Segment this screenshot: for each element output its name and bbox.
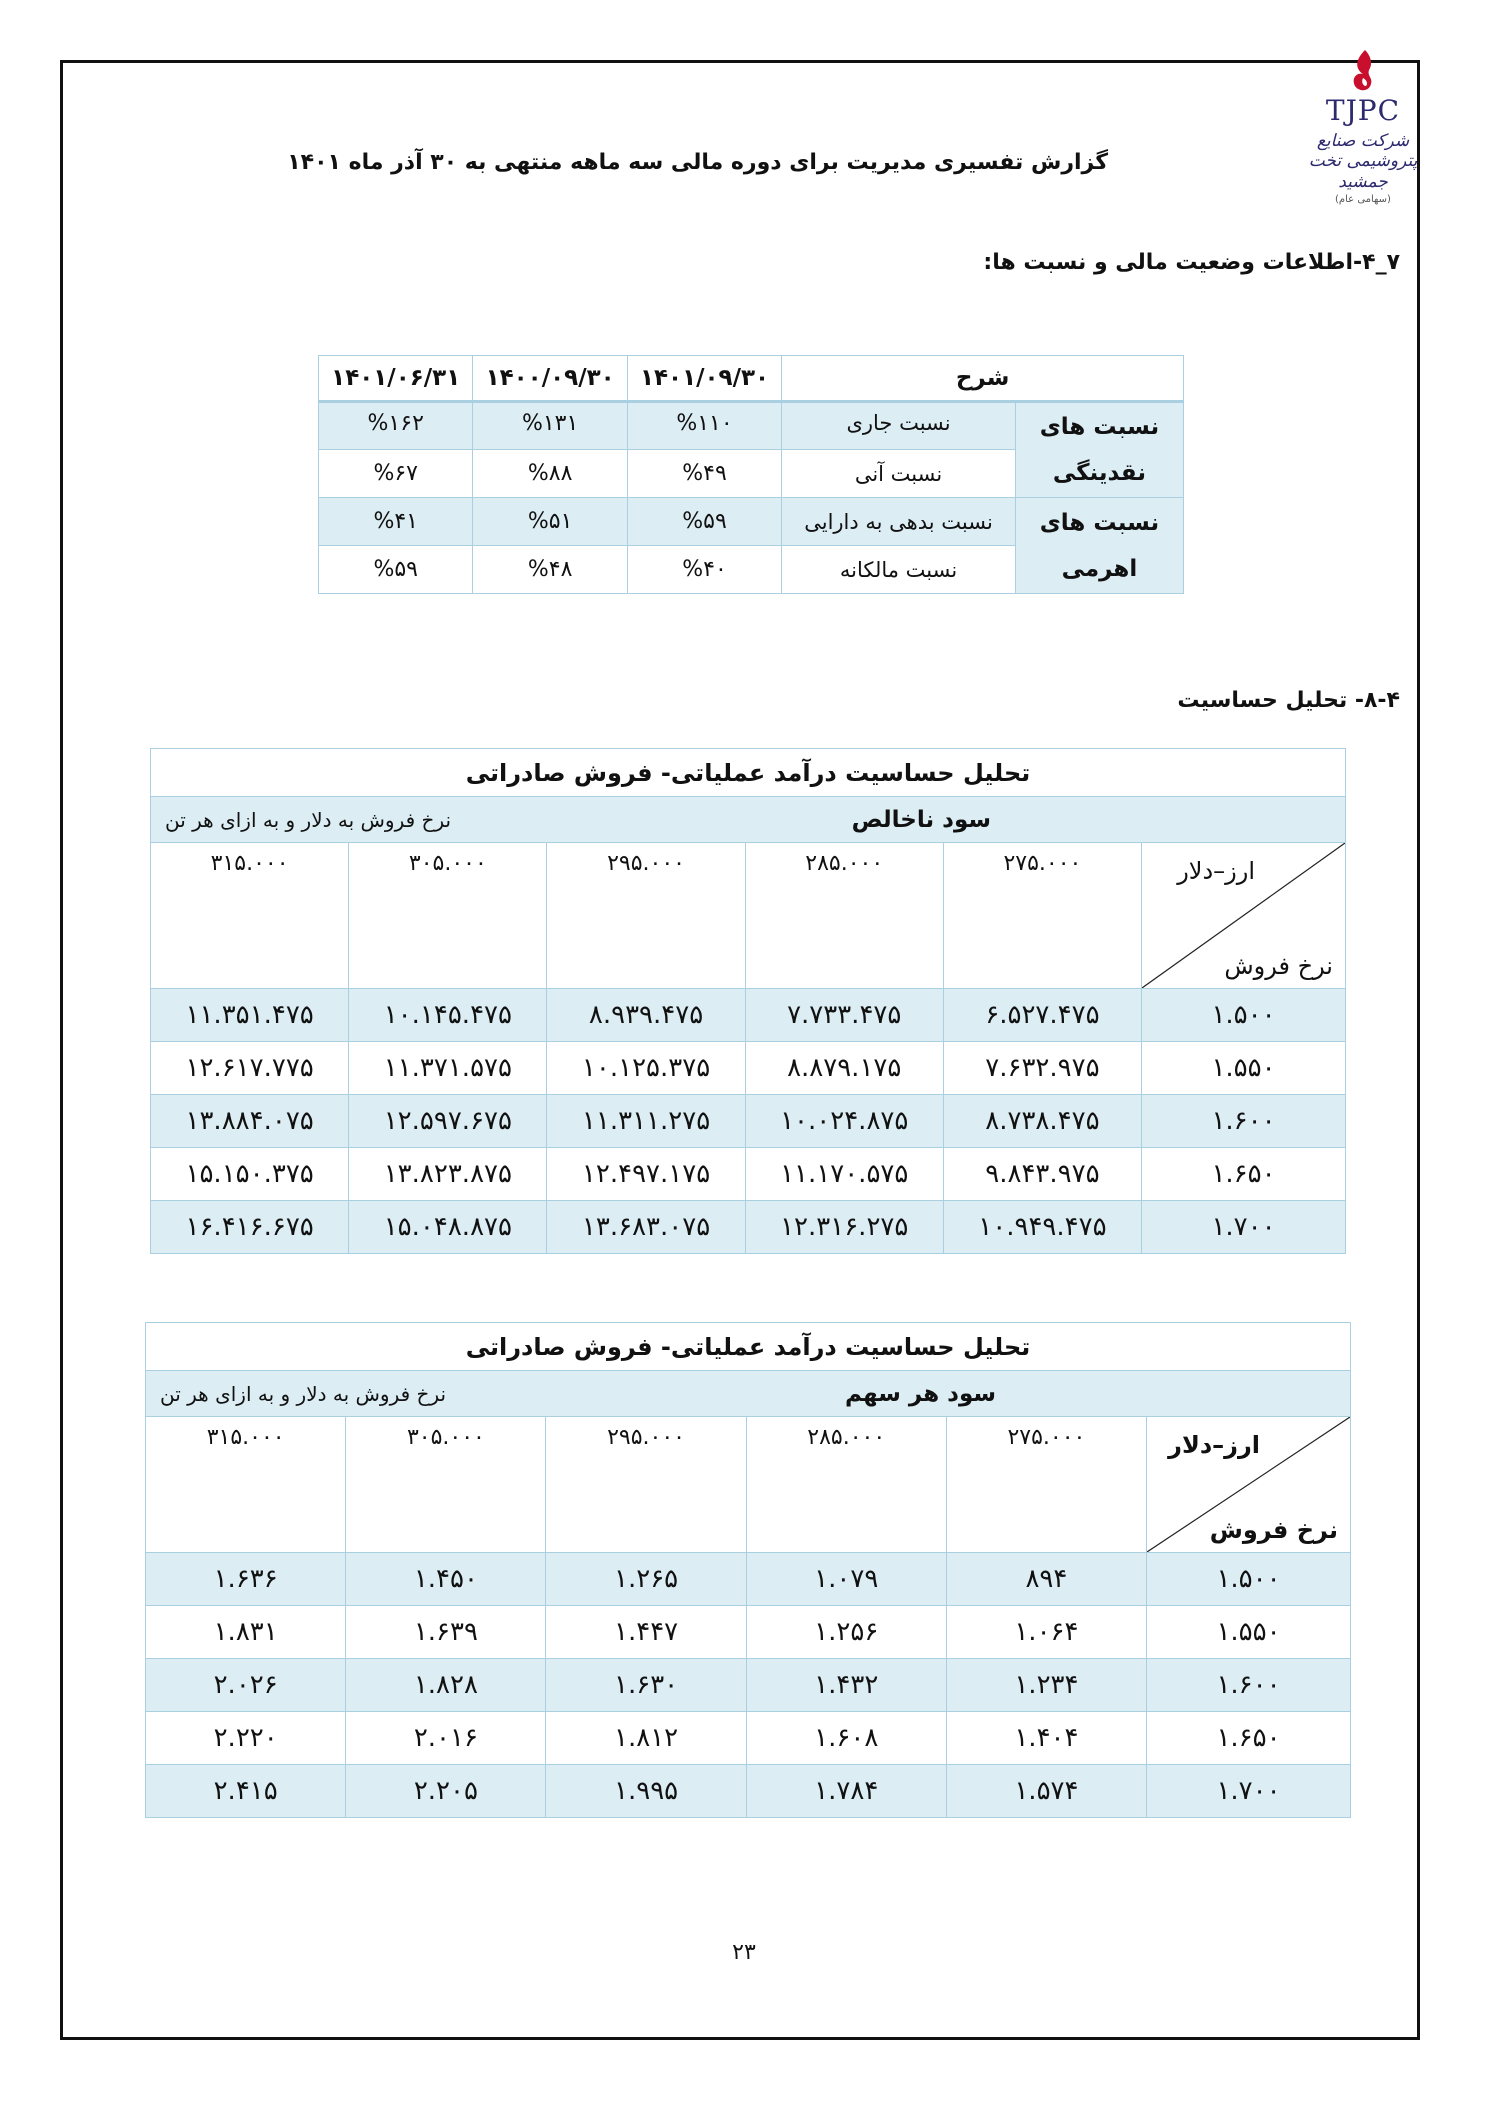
ratio-value: %۴۰ [627, 546, 781, 594]
value-cell: ۱۳.۸۲۳.۸۷۵ [349, 1148, 547, 1201]
fx-rate-cell: ۱.۶۰۰ [1147, 1659, 1351, 1712]
value-cell: ۱۲.۶۱۷.۷۷۵ [151, 1042, 349, 1095]
fx-rate-cell: ۱.۶۵۰ [1142, 1148, 1346, 1201]
value-cell: ۲.۲۰۵ [346, 1765, 546, 1818]
fx-rate-cell: ۱.۵۰۰ [1142, 989, 1346, 1042]
value-cell: ۹.۸۴۳.۹۷۵ [943, 1148, 1141, 1201]
fx-rate-cell: ۱.۵۵۰ [1147, 1606, 1351, 1659]
corner-label-currency: ارز–دلار [1177, 857, 1255, 885]
value-cell: ۱.۴۴۷ [546, 1606, 746, 1659]
value-cell: ۱.۲۶۵ [546, 1553, 746, 1606]
col-header-date-1: ۱۴۰۱/۰۹/۳۰ [627, 356, 781, 402]
value-cell: ۱.۷۸۴ [746, 1765, 946, 1818]
logo-subtitle-2: (سهامی عام) [1335, 194, 1391, 206]
ratio-value: %۸۸ [473, 450, 627, 498]
value-cell: ۲.۴۱۵ [146, 1765, 346, 1818]
corner-label-rate: نرخ فروش [1209, 1516, 1338, 1544]
ratio-value: %۱۳۱ [473, 402, 627, 450]
ratio-value: %۵۱ [473, 498, 627, 546]
table-row [146, 1765, 1351, 1818]
value-cell: ۷.۶۳۲.۹۷۵ [943, 1042, 1141, 1095]
table-subheader [146, 1371, 1351, 1417]
value-cell: ۸.۸۷۹.۱۷۵ [745, 1042, 943, 1095]
metric-label: سود هر سهم [845, 1380, 996, 1407]
ratio-value: %۵۹ [319, 546, 473, 594]
value-cell: ۱.۶۳۶ [146, 1553, 346, 1606]
col-header-date-2: ۱۴۰۰/۰۹/۳۰ [473, 356, 627, 402]
unit-note: نرخ فروش به دلار و به ازای هر تن [160, 1381, 447, 1406]
price-column-header: ۳۱۵.۰۰۰ [151, 843, 349, 989]
value-cell: ۱۰.۹۴۹.۴۷۵ [943, 1201, 1141, 1254]
value-cell: ۱۱.۱۷۰.۵۷۵ [745, 1148, 943, 1201]
ratios-table [318, 355, 1184, 594]
value-cell: ۲.۰۱۶ [346, 1712, 546, 1765]
ratio-desc: نسبت مالکانه [782, 546, 1016, 594]
price-column-header: ۳۰۵.۰۰۰ [346, 1417, 546, 1553]
value-cell: ۱۱.۳۷۱.۵۷۵ [349, 1042, 547, 1095]
fx-rate-cell: ۱.۵۰۰ [1147, 1553, 1351, 1606]
price-column-header: ۲۹۵.۰۰۰ [547, 843, 745, 989]
ratio-value: %۶۷ [319, 450, 473, 498]
value-cell: ۶.۵۲۷.۴۷۵ [943, 989, 1141, 1042]
gross-profit-sensitivity-table [150, 748, 1346, 1254]
value-cell: ۱۱.۳۱۱.۲۷۵ [547, 1095, 745, 1148]
group-label-leverage: نسبت های اهرمی [1015, 498, 1183, 594]
price-column-header: ۳۰۵.۰۰۰ [349, 843, 547, 989]
ratio-desc: نسبت بدهی به دارایی [782, 498, 1016, 546]
eps-sensitivity-table [145, 1322, 1351, 1818]
value-cell: ۷.۷۳۳.۴۷۵ [745, 989, 943, 1042]
value-cell: ۸۹۴ [946, 1553, 1146, 1606]
price-column-header: ۲۸۵.۰۰۰ [745, 843, 943, 989]
corner-cell [1142, 843, 1346, 989]
unit-note: نرخ فروش به دلار و به ازای هر تن [165, 807, 452, 832]
table-row [151, 1201, 1346, 1254]
value-cell: ۱.۶۰۸ [746, 1712, 946, 1765]
value-cell: ۱۵.۰۴۸.۸۷۵ [349, 1201, 547, 1254]
logo-subtitle: شرکت صنایع پتروشیمی تخت جمشید [1308, 131, 1418, 192]
ratio-value: %۱۱۰ [627, 402, 781, 450]
value-cell: ۱.۴۰۴ [946, 1712, 1146, 1765]
ratio-row [319, 402, 1184, 450]
metric-label: سود ناخالص [851, 806, 991, 833]
page-number: ۲۳ [732, 1940, 756, 1965]
table-row [151, 1095, 1346, 1148]
value-cell: ۱.۰۷۹ [746, 1553, 946, 1606]
price-column-header: ۳۱۵.۰۰۰ [146, 1417, 346, 1553]
value-cell: ۱.۸۱۲ [546, 1712, 746, 1765]
fx-rate-cell: ۱.۷۰۰ [1142, 1201, 1346, 1254]
value-cell: ۱.۵۷۴ [946, 1765, 1146, 1818]
logo-text: TJPC [1325, 94, 1401, 127]
table-subheader [151, 797, 1346, 843]
report-title: گزارش تفسیری مدیریت برای دوره مالی سه ماهه منتهی به ۳۰ آذر ماه ۱۴۰۱ [287, 150, 1108, 175]
price-column-header: ۲۷۵.۰۰۰ [943, 843, 1141, 989]
value-cell: ۱۳.۶۸۳.۰۷۵ [547, 1201, 745, 1254]
value-cell: ۱۲.۵۹۷.۶۷۵ [349, 1095, 547, 1148]
ratio-desc: نسبت آنی [782, 450, 1016, 498]
table-row [146, 1553, 1351, 1606]
table-title: تحلیل حساسیت درآمد عملیاتی- فروش صادراتی [146, 1323, 1351, 1371]
ratio-value: %۴۸ [473, 546, 627, 594]
corner-label-rate: نرخ فروش [1224, 952, 1333, 980]
ratio-value: %۵۹ [627, 498, 781, 546]
value-cell: ۲.۲۲۰ [146, 1712, 346, 1765]
fx-rate-cell: ۱.۶۰۰ [1142, 1095, 1346, 1148]
value-cell: ۱.۸۳۱ [146, 1606, 346, 1659]
col-header-desc: شرح [782, 356, 1184, 402]
section-47-title: ۷_۴-اطلاعات وضعیت مالی و نسبت ها: [983, 250, 1400, 275]
value-cell: ۲.۰۲۶ [146, 1659, 346, 1712]
value-cell: ۱۱.۳۵۱.۴۷۵ [151, 989, 349, 1042]
group-label-liquidity: نسبت های نقدینگی [1015, 402, 1183, 498]
table-row [151, 1042, 1346, 1095]
corner-label-currency: ارز–دلار [1168, 1431, 1260, 1459]
table-row [146, 1606, 1351, 1659]
value-cell: ۱.۶۳۹ [346, 1606, 546, 1659]
fx-rate-cell: ۱.۶۵۰ [1147, 1712, 1351, 1765]
table-row [151, 989, 1346, 1042]
table-row [151, 1148, 1346, 1201]
value-cell: ۱۰.۱۴۵.۴۷۵ [349, 989, 547, 1042]
section-48-title: ۸-۴- تحلیل حساسیت [1177, 688, 1400, 713]
ratio-value: %۱۶۲ [319, 402, 473, 450]
fx-rate-cell: ۱.۷۰۰ [1147, 1765, 1351, 1818]
ratio-row [319, 498, 1184, 546]
value-cell: ۱.۰۶۴ [946, 1606, 1146, 1659]
value-cell: ۱۰.۱۲۵.۳۷۵ [547, 1042, 745, 1095]
value-cell: ۱.۲۵۶ [746, 1606, 946, 1659]
value-cell: ۱.۹۹۵ [546, 1765, 746, 1818]
flame-icon [1343, 48, 1383, 94]
col-header-date-3: ۱۴۰۱/۰۶/۳۱ [319, 356, 473, 402]
value-cell: ۱.۶۳۰ [546, 1659, 746, 1712]
ratio-value: %۴۱ [319, 498, 473, 546]
ratio-value: %۴۹ [627, 450, 781, 498]
price-column-header: ۲۹۵.۰۰۰ [546, 1417, 746, 1553]
table-row [146, 1712, 1351, 1765]
value-cell: ۱۵.۱۵۰.۳۷۵ [151, 1148, 349, 1201]
corner-cell [1147, 1417, 1351, 1553]
value-cell: ۱۳.۸۸۴.۰۷۵ [151, 1095, 349, 1148]
value-cell: ۱.۸۲۸ [346, 1659, 546, 1712]
table-row [146, 1659, 1351, 1712]
ratios-header-row [319, 356, 1184, 402]
company-logo [1283, 48, 1443, 218]
value-cell: ۱۲.۳۱۶.۲۷۵ [745, 1201, 943, 1254]
value-cell: ۱۰.۰۲۴.۸۷۵ [745, 1095, 943, 1148]
value-cell: ۸.۷۳۸.۴۷۵ [943, 1095, 1141, 1148]
fx-rate-cell: ۱.۵۵۰ [1142, 1042, 1346, 1095]
value-cell: ۱.۴۳۲ [746, 1659, 946, 1712]
ratio-desc: نسبت جاری [782, 402, 1016, 450]
price-column-header: ۲۷۵.۰۰۰ [946, 1417, 1146, 1553]
value-cell: ۱.۴۵۰ [346, 1553, 546, 1606]
value-cell: ۸.۹۳۹.۴۷۵ [547, 989, 745, 1042]
value-cell: ۱.۲۳۴ [946, 1659, 1146, 1712]
price-column-header: ۲۸۵.۰۰۰ [746, 1417, 946, 1553]
value-cell: ۱۲.۴۹۷.۱۷۵ [547, 1148, 745, 1201]
value-cell: ۱۶.۴۱۶.۶۷۵ [151, 1201, 349, 1254]
table-title: تحلیل حساسیت درآمد عملیاتی- فروش صادراتی [151, 749, 1346, 797]
